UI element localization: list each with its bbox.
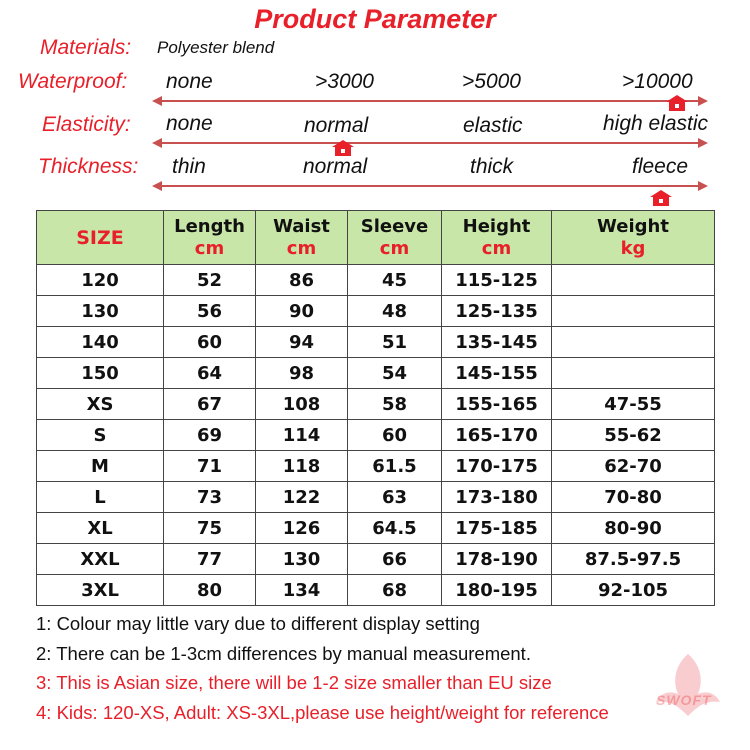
cell-sleeve: 61.5 [348,451,442,482]
scale-arrow-right-icon [698,138,708,148]
cell-waist: 86 [256,265,348,296]
cell-waist: 94 [256,327,348,358]
note-item: 2: There can be 1-3cm differences by manual measurement. [36,642,531,664]
cell-height: 178-190 [442,544,552,575]
thickness-option: normal [303,155,368,178]
cell-waist: 118 [256,451,348,482]
cell-waist: 108 [256,389,348,420]
cell-size: 150 [37,358,164,389]
elasticity-option: normal [304,114,369,137]
elasticity-scale [160,142,700,144]
cell-size: 3XL [37,575,164,606]
waterproof-option-selected: >10000 [622,70,693,93]
cell-waist: 134 [256,575,348,606]
cell-size: XS [37,389,164,420]
elasticity-label: Elasticity: [42,113,131,136]
cell-size: 140 [37,327,164,358]
elasticity-option-selected: high elastic [603,112,709,135]
brand-watermark-text: SWOFT [656,692,712,708]
page-title: Product Parameter [254,4,496,34]
cell-sleeve: 60 [348,420,442,451]
cell-weight: 87.5-97.5 [552,544,715,575]
cell-sleeve: 58 [348,389,442,420]
cell-height: 125-135 [442,296,552,327]
table-header-row [37,211,715,265]
cell-length: 56 [164,296,256,327]
cell-weight [552,265,715,296]
thickness-scale [160,185,700,187]
cell-weight: 70-80 [552,482,715,513]
notes-list [36,609,609,727]
cell-length: 75 [164,513,256,544]
header-name: Length [174,215,245,237]
waterproof-option: none [166,70,213,93]
header-name: Waist [273,215,330,237]
cell-size: S [37,420,164,451]
cell-height: 170-175 [442,451,552,482]
thickness-option-selected: fleece [632,155,689,178]
size-chart-table [36,210,715,606]
cell-waist: 90 [256,296,348,327]
cell-size: L [37,482,164,513]
cell-size: 120 [37,265,164,296]
cell-height: 155-165 [442,389,552,420]
cell-size: 130 [37,296,164,327]
elasticity-option: none [166,112,213,135]
cell-length: 67 [164,389,256,420]
cell-height: 135-145 [442,327,552,358]
column-header-length [164,211,256,265]
selected-marker-icon [650,190,672,206]
thickness-label: Thickness: [38,155,139,178]
column-header-size: SIZE [37,211,164,265]
scale-arrow-right-icon [698,96,708,106]
table-row [37,513,715,544]
thickness-option: thick [470,155,514,178]
cell-length: 73 [164,482,256,513]
table-row [37,389,715,420]
header-unit: cm [481,237,512,259]
cell-weight [552,327,715,358]
cell-height: 115-125 [442,265,552,296]
cell-sleeve: 51 [348,327,442,358]
header-unit: cm [379,237,410,259]
cell-length: 77 [164,544,256,575]
column-header-sleeve [348,211,442,265]
cell-waist: 114 [256,420,348,451]
header-unit: cm [286,237,317,259]
column-header-weight [552,211,715,265]
table-row [37,327,715,358]
header-unit: cm [194,237,225,259]
elasticity-option: elastic [463,114,523,137]
column-header-height [442,211,552,265]
cell-weight: 62-70 [552,451,715,482]
cell-weight: 92-105 [552,575,715,606]
waterproof-option: >3000 [315,70,374,93]
table-row [37,420,715,451]
materials-label: Materials: [40,36,132,59]
cell-sleeve: 48 [348,296,442,327]
table-row [37,358,715,389]
cell-length: 52 [164,265,256,296]
cell-weight [552,296,715,327]
cell-waist: 126 [256,513,348,544]
note-item: 3: This is Asian size, there will be 1-2 size smaller than EU size [36,672,552,693]
cell-weight [552,358,715,389]
table-row [37,451,715,482]
cell-sleeve: 63 [348,482,442,513]
table-row [37,575,715,606]
cell-weight: 80-90 [552,513,715,544]
table-row [37,296,715,327]
cell-sleeve: 68 [348,575,442,606]
selected-marker-icon [332,140,354,156]
cell-length: 69 [164,420,256,451]
column-header-waist [256,211,348,265]
cell-length: 80 [164,575,256,606]
cell-length: 71 [164,451,256,482]
cell-waist: 98 [256,358,348,389]
cell-waist: 122 [256,482,348,513]
cell-height: 175-185 [442,513,552,544]
cell-size: XL [37,513,164,544]
header-name: Weight [597,215,669,237]
header-name: Height [462,215,531,237]
cell-weight: 55-62 [552,420,715,451]
scale-arrow-right-icon [698,181,708,191]
selected-marker-icon [666,95,688,111]
cell-sleeve: 66 [348,544,442,575]
cell-length: 60 [164,327,256,358]
header-unit: kg [620,237,646,259]
cell-sleeve: 45 [348,265,442,296]
waterproof-label: Waterproof: [18,70,128,93]
waterproof-option: >5000 [462,70,521,93]
cell-size: M [37,451,164,482]
materials-value: Polyester blend [157,38,275,57]
cell-weight: 47-55 [552,389,715,420]
cell-sleeve: 54 [348,358,442,389]
note-item: 4: Kids: 120-XS, Adult: XS-3XL,please use height/weight for reference [36,701,609,723]
thickness-option: thin [172,155,206,178]
waterproof-scale [160,100,700,102]
cell-height: 145-155 [442,358,552,389]
cell-sleeve: 64.5 [348,513,442,544]
brand-watermark-icon [648,650,728,720]
cell-height: 173-180 [442,482,552,513]
table-row [37,544,715,575]
cell-height: 180-195 [442,575,552,606]
table-row [37,482,715,513]
cell-size: XXL [37,544,164,575]
note-item: 1: Colour may little vary due to different display setting [36,613,480,634]
cell-waist: 130 [256,544,348,575]
cell-height: 165-170 [442,420,552,451]
cell-length: 64 [164,358,256,389]
table-row [37,265,715,296]
header-name: Sleeve [360,215,429,237]
